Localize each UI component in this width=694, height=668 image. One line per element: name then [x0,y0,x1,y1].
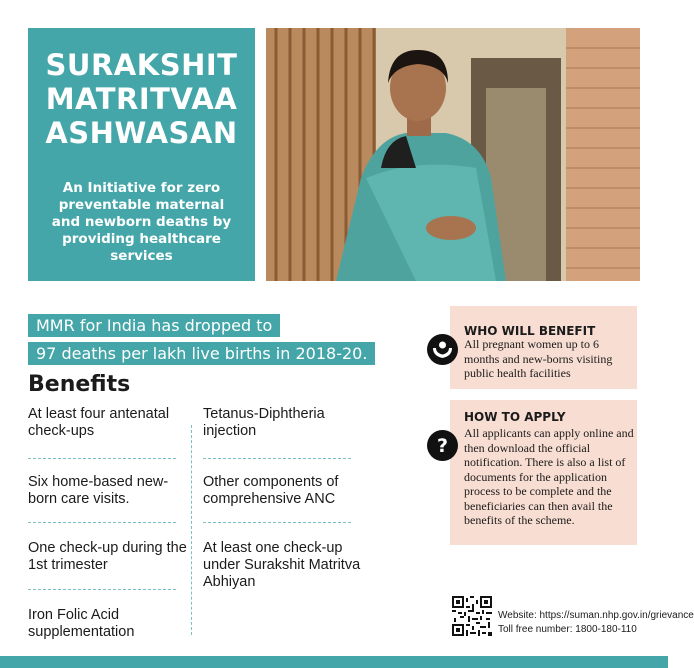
how-to-apply-box [450,400,637,545]
title-line-1: SURAKSHIT [45,48,238,82]
column-divider [191,425,192,635]
benefit-item: Other components of comprehensive ANC [203,474,339,507]
benefit-item: Iron Folic Acid supplementation [28,607,135,640]
how-to-apply-title: HOW TO APPLY [464,410,566,424]
mmr-highlight-line-1: MMR for India has dropped to [28,314,280,337]
how-to-apply-text: All applicants can apply online and then download the official notification. There is also a list of documents for the application process to be complete and the beneficiaries can then avail the benefits of the scheme. [464,426,634,527]
subtitle: An Initiative for zero preventable maternal and newborn deaths by providing healthcare services [51,180,232,264]
benefit-item: At least four antenatal check-ups [28,406,170,439]
divider [28,458,176,459]
hands-icon [427,334,458,365]
toll-free-text: Toll free number: 1800-180-110 [498,624,637,635]
benefit-item: One check-up during the 1st trimester [28,540,187,573]
divider [28,589,176,590]
benefit-item: Tetanus-Diphtheria injection [203,406,325,439]
bottom-bar [0,656,668,668]
website-text[interactable]: Website: https://suman.nhp.gov.in/grievance [498,610,694,621]
page-title [28,28,255,150]
hero-photo [266,28,640,281]
who-will-benefit-title: WHO WILL BENEFIT [464,324,596,338]
mmr-highlight-line-2: 97 deaths per lakh live births in 2018-20. [28,342,375,365]
who-will-benefit-text: All pregnant women up to 6 months and new-borns visiting public health facilities [464,337,613,380]
divider [203,522,351,523]
who-will-benefit-box [450,306,637,389]
question-icon [427,430,458,461]
title-card [28,28,255,281]
benefit-item: At least one check-up under Surakshit Matritva Abhiyan [203,540,361,590]
qr-code[interactable] [452,596,492,636]
benefit-item: Six home-based new-born care visits. [28,474,169,507]
benefits-heading: Benefits [28,372,131,397]
divider [203,458,351,459]
svg-text:?: ? [436,435,449,457]
title-line-3: ASHWASAN [45,116,238,150]
divider [28,522,176,523]
title-line-2: MATRITVAA [45,82,238,116]
